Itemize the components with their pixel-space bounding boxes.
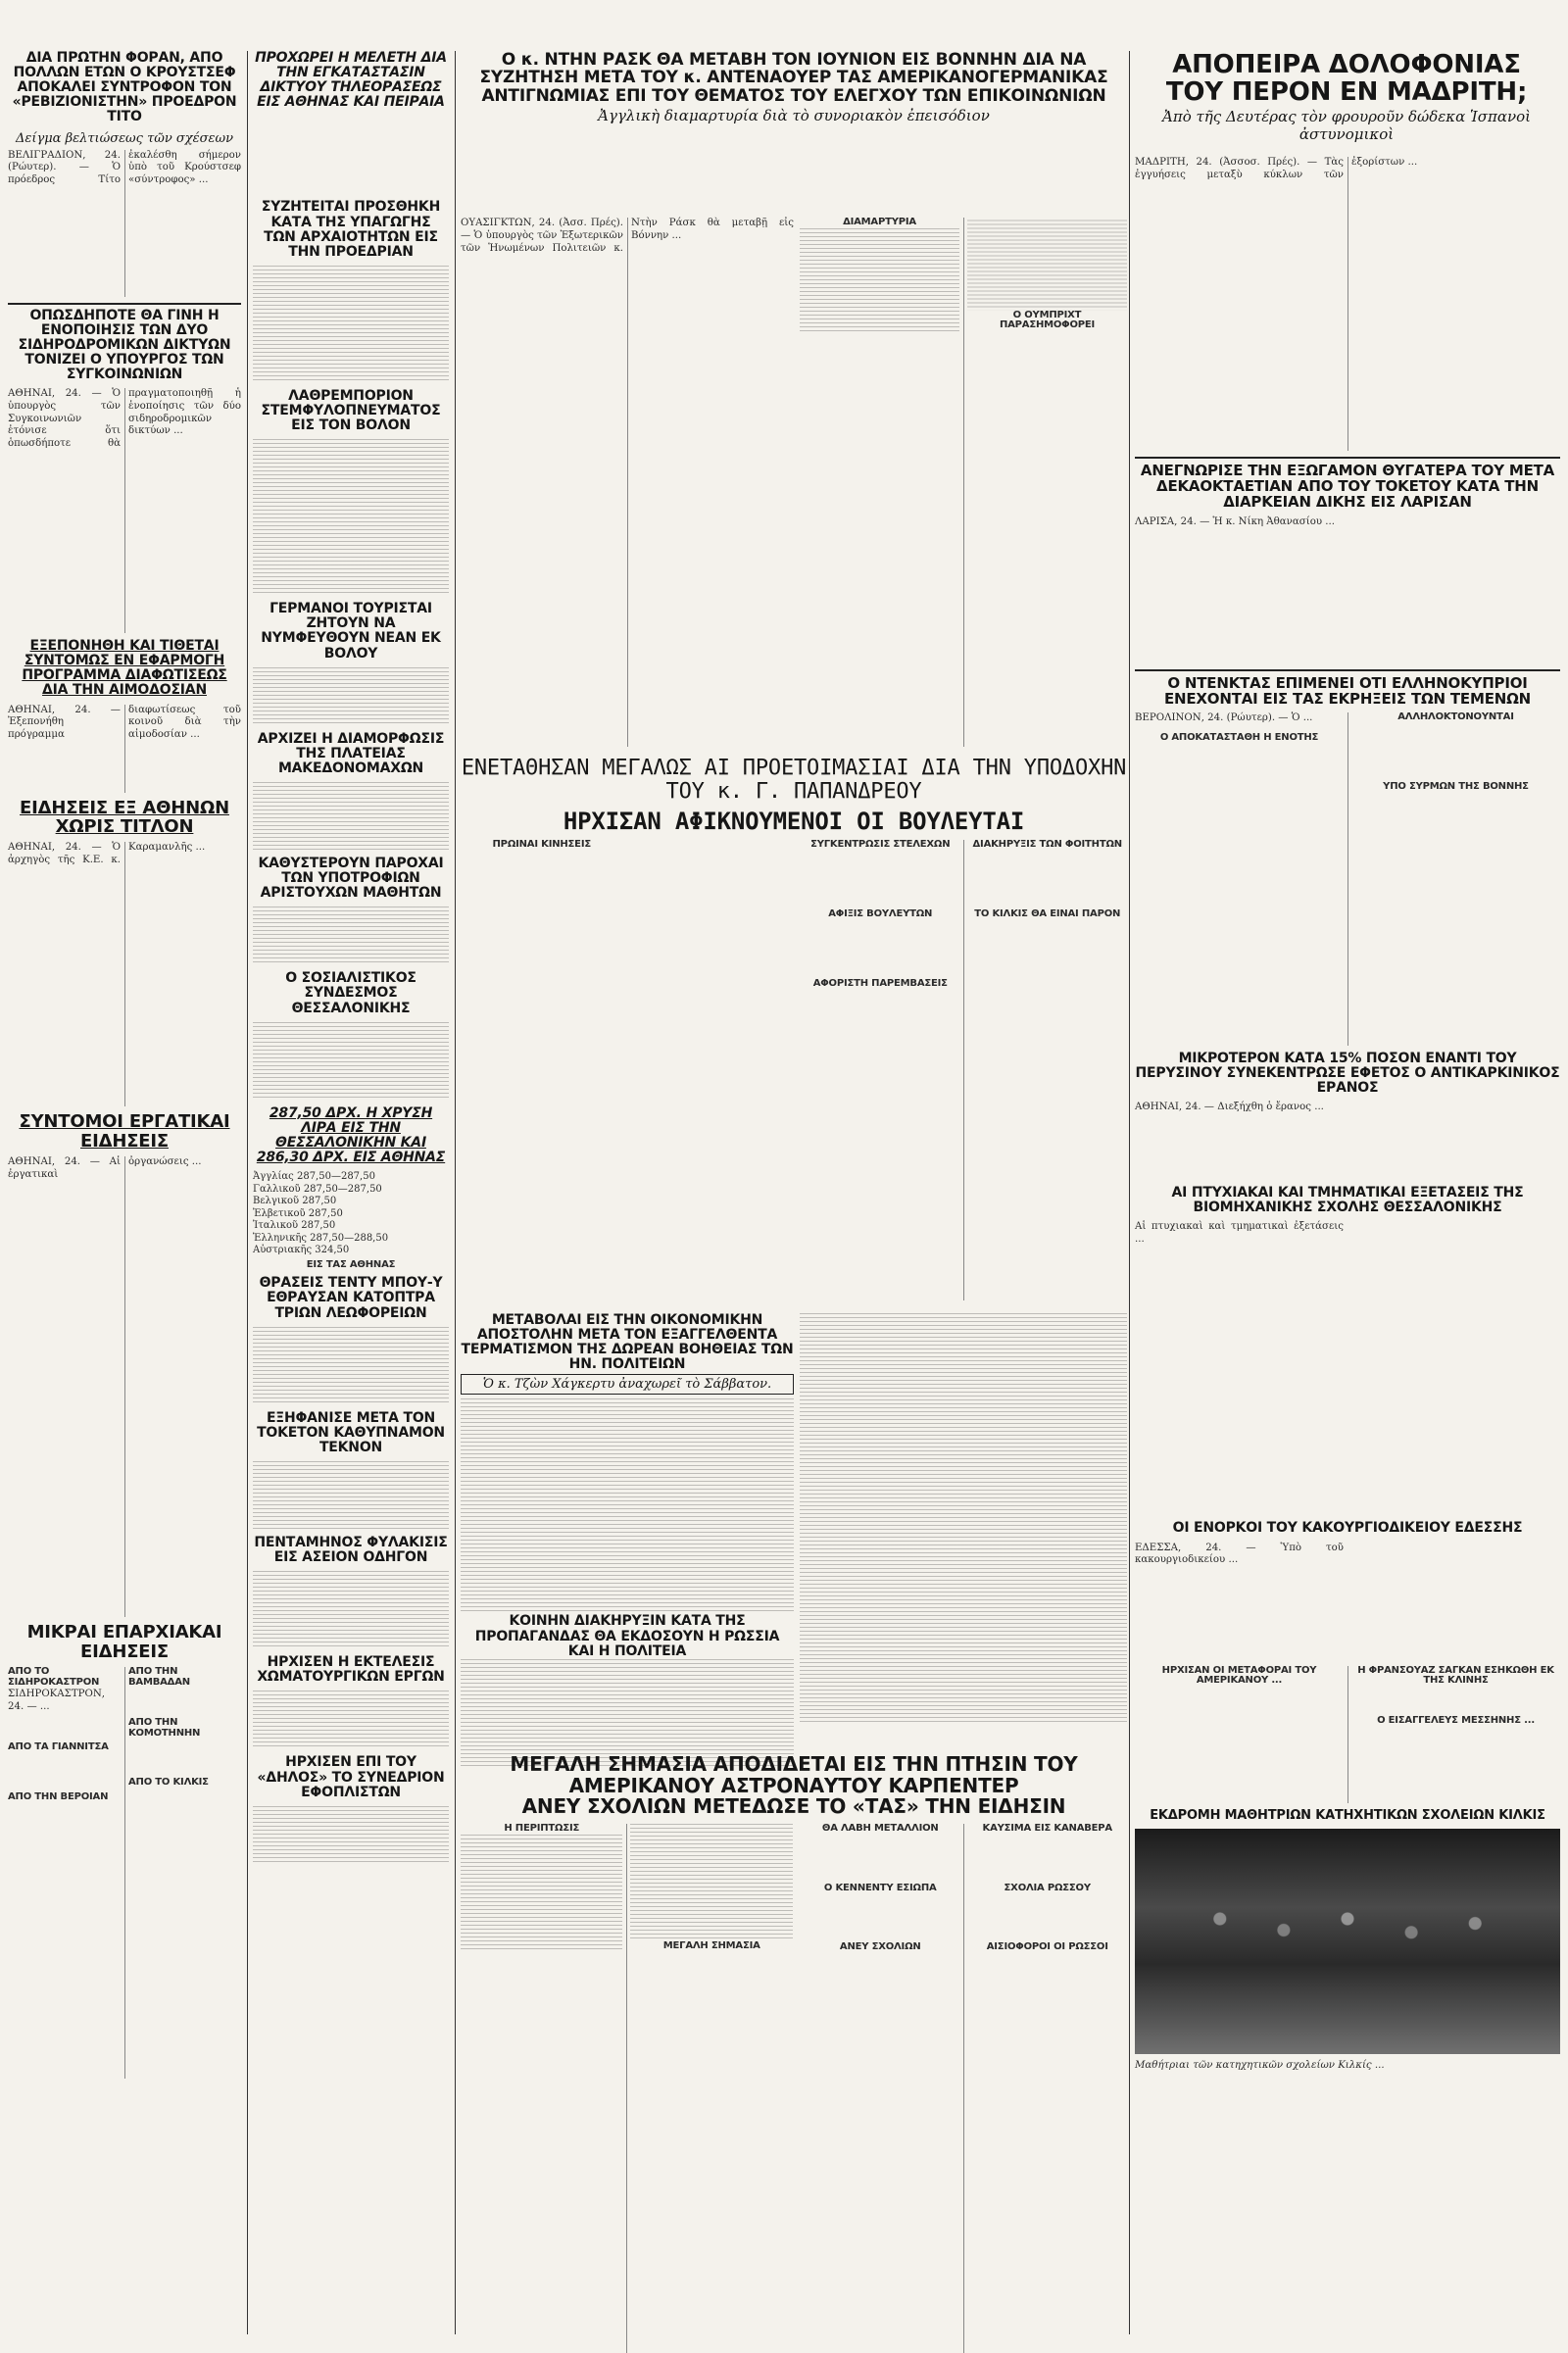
sub-russian-comment: ΣΧΟΛΙΑ ΡΩΣΣΟΥ [1004, 1882, 1091, 1893]
article-blood: ΑΘΗΝΑΙ, 24. — Ἐξεπονήθη πρόγραμμα διαφωτίσεως τοῦ κοινοῦ διὰ τὴν αἱμοδοσίαν ... [8, 704, 241, 741]
sub-cadres: ΣΥΓΚΕΝΤΡΩΣΙΣ ΣΤΕΛΕΧΩΝ [810, 839, 951, 851]
article-carpenter [461, 1824, 793, 2353]
sub-sagan: Η ΦΡΑΝΣΟΥΑΖ ΣΑΓΚΑΝ ΕΣΗΚΩΘΗ ΕΚ ΤΗΣ ΚΛΙΝΗΣ [1357, 1664, 1554, 1687]
headline-exams: ΑΙ ΠΤΥΧΙΑΚΑΙ ΚΑΙ ΤΜΗΜΑΤΙΚΑΙ ΕΞΕΤΑΣΕΙΣ ΤΗΣ ΒΙΟΜΗΧΑΝΙΚΗΣ ΣΧΟΛΗΣ ΘΕΣΣΑΛΟΝΙΚΗΣ [1171, 1185, 1524, 1216]
article-rusk-continued [800, 218, 1127, 747]
sub-giannitsa: ΑΠΟ ΤΑ ΓΙΑΝΝΙΤΣΑ [8, 1741, 109, 1753]
sub-case: Η ΠΕΡΙΠΤΩΣΙΣ [504, 1822, 580, 1834]
subhead-hagerty: Ὁ κ. Τζὼν Χάγκερτυ ἀναχωρεῖ τὸ Σάββατον. [461, 1374, 794, 1395]
article-railways: ΑΘΗΝΑΙ, 24. — Ὁ ὑπουργὸς τῶν Συγκοινωνιῶν ἐτόνισε ὅτι ὁπωσδήποτε θὰ πραγματοποιηθῇ ἡ ἑνοποίησις τῶν δύο σιδηροδρομικῶν δικτύων ... [8, 388, 241, 450]
article-peron: ΜΑΔΡΙΤΗ, 24. (Ἀσσοσ. Πρές). — Τὰς ἐγγυήσεις μεταξὺ κύκλων τῶν ἐξορίστων ... [1135, 157, 1418, 180]
section-provinces [8, 1667, 241, 2079]
sub-prosecutor: Ο ΕΙΣΑΓΓΕΛΕΥΣ ΜΕΣΣΗΝΗΣ ... [1377, 1715, 1535, 1727]
filler [461, 1824, 793, 1952]
headline-birth: ΕΞΗΦΑΝΙΣΕ ΜΕΤΑ ΤΟΝ ΤΟΚΕΤΟΝ ΚΑΘΥΠΝΑΜΟΝ ΤΕΚΝΟΝ [257, 1409, 445, 1455]
gold-table [253, 1171, 449, 1270]
article-earthworks [253, 1691, 449, 1749]
article-labour: ΑΘΗΝΑΙ, 24. — Αἱ ἐργατικαὶ ὀργανώσεις ... [8, 1156, 202, 1181]
sub-bonn: ΥΠΟ ΣΥΡΜΩΝ ΤΗΣ ΒΟΝΝΗΣ [1383, 780, 1529, 792]
subhead-tito: Δείγμα βελτιώσεως τῶν σχέσεων [16, 130, 233, 146]
rule [8, 303, 241, 305]
column-rule [247, 51, 248, 2334]
sub-importance: ΜΕΓΑΛΗ ΣΗΜΑΣΙΑ [662, 1939, 760, 1951]
headline-socialist: Ο ΣΟΣΙΑΛΙΣΤΙΚΟΣ ΣΥΝΔΕΣΜΟΣ ΘΕΣΣΑΛΟΝΙΚΗΣ [285, 970, 416, 1016]
sub-killing: ΑΛΛΗΛΟΚΤΟΝΟΥΝΤΑΙ [1397, 711, 1514, 722]
column-5 [1135, 157, 1560, 2336]
headline-shipowners: ΗΡΧΙΣΕΝ ΕΠΙ ΤΟΥ «ΔΗΛΟΣ» ΤΟ ΣΥΝΕΔΡΙΟΝ ΕΦΟΠΛΙΣΤΩΝ [257, 1754, 445, 1800]
article-socialist [253, 1022, 449, 1101]
article-tito: ΒΕΛΙΓΡΑΔΙΟΝ, 24. (Ρώυτερ). — Ὁ πρόεδρος Τίτο ἐκαλέσθη σήμερον ὑπὸ τοῦ Κρούστσεφ «σύντροφος» ... [8, 149, 241, 186]
article-propaganda [461, 1659, 794, 1767]
headline-tourists: ΓΕΡΜΑΝΟΙ ΤΟΥΡΙΣΤΑΙ ΖΗΤΟΥΝ ΝΑ ΝΥΜΦΕΥΘΟΥΝ ΝΕΑΝ ΕΚ ΒΟΛΟΥ [261, 601, 441, 662]
headline-economic: ΜΕΤΑΒΟΛΑΙ ΕΙΣ ΤΗΝ ΟΙΚΟΝΟΜΙΚΗΝ ΑΠΟΣΤΟΛΗΝ ΜΕΤΑ ΤΟΝ ΕΞΑΓΓΕΛΘΕΝΤΑ ΤΕΡΜΑΤΙΣΜΟΝ ΤΗΣ ΔΩΡΕΑΝ ΒΟΗΘΕΙΑΣ ΤΩΝ ΗΝ. ΠΟΛΙΤΕΙΩΝ [461, 1312, 794, 1373]
sub-arrival: ΑΦΙΞΙΣ ΒΟΥΛΕΥΤΩΝ [828, 908, 933, 920]
article-smuggling [253, 439, 449, 596]
lead-headline-rusk: Ο κ. ΝΤΗΝ ΡΑΣΚ ΘΑ ΜΕΤΑΒΗ ΤΟΝ ΙΟΥΝΙΟΝ ΕΙΣ ΒΟΝΝΗΝ ΔΙΑ ΝΑ ΣΥΖΗΤΗΣΗ ΜΕΤΑ ΤΟΥ κ. ΑΝΤΕΝΑΟΥΕΡ ΤΑΣ ΑΜΕΡΙΚΑΝΟΓΕΡΜΑΝΙΚΑΣ ΑΝΤΙΓΝΩΜΙΑΣ ΕΠΙ ΤΟΥ ΘΕΜΑΤΟΣ ΤΟΥ ΕΛΕΓΧΟΥ ΤΩΝ ΕΠΙΚΟΙΝΩΝΙΩΝ [479, 50, 1108, 106]
headline-scholarships: ΚΑΘΥΣΤΕΡΟΥΝ ΠΑΡΟΧΑΙ ΤΩΝ ΥΠΟΤΡΟΦΙΩΝ ΑΡΙΣΤΟΥΧΩΝ ΜΑΘΗΤΩΝ [258, 855, 444, 902]
article-prison [253, 1571, 449, 1649]
article-denktash-text: ΒΕΡΟΛΙΝΟΝ, 24. (Ρώυτερ). — Ὁ ... [1135, 711, 1313, 723]
sub-protest: ΔΙΑΜΑΡΤΥΡΙΑ [843, 217, 916, 227]
sub-transfers: ΗΡΧΙΣΑΝ ΟΙ ΜΕΤΑΦΟΡΑΙ ΤΟΥ ΑΜΕΡΙΚΑΝΟΥ ... [1161, 1664, 1317, 1687]
headline-denktash: Ο ΝΤΕΝΚΤΑΣ ΕΠΙΜΕΝΕΙ ΟΤΙ ΕΛΛΗΝΟΚΥΠΡΙΟΙ ΕΝΕΧΟΝΤΑΙ ΕΙΣ ΤΑΣ ΕΚΡΗΞΕΙΣ ΤΩΝ ΤΕΜΕΝΩΝ [1163, 673, 1532, 708]
sub-sidirokastro: ΑΠΟ ΤΟ ΣΙΔΗΡΟΚΑΣΤΡΟΝ [8, 1666, 100, 1688]
economic-block [461, 1313, 794, 1767]
photo-caption: Μαθήτριαι τῶν κατηχητικῶν σχολείων Κιλκίς ... [1135, 2059, 1385, 2071]
headline-peron-2: ΤΟΥ ΠΕΡΟΝ ΕΝ ΜΑΔΡΙΤΗ; [1165, 77, 1528, 108]
gold-row: Βελγικοῦ 287,50 [253, 1196, 337, 1207]
article-col4-mid [800, 1313, 1127, 1725]
column-rule [1129, 51, 1130, 2334]
headline-papandreou: ΕΝΕΤΑΘΗΣΑΝ ΜΕΓΑΛΩΣ ΑΙ ΠΡΟΕΤΟΙΜΑΣΙΑΙ ΔΙΑ ΤΗΝ ΥΠΟΔΟΧΗΝ ΤΟΥ κ. Γ. ΠΑΠΑΝΔΡΕΟΥ [461, 756, 1127, 804]
article-papandreou-2 [801, 840, 1127, 1300]
article-teddyboys [253, 1327, 449, 1405]
article-economic [461, 1398, 794, 1614]
headline-labour: ΣΥΝΤΟΜΟΙ ΕΡΓΑΤΙΚΑΙ ΕΙΔΗΣΕΙΣ [19, 1111, 230, 1152]
column-1 [8, 51, 241, 2336]
sub-medal: ΘΑ ΛΑΒΗ ΜΕΤΑΛΛΙΟΝ [821, 1822, 939, 1834]
sub-fuel: ΚΑΥΣΙΜΑ ΕΙΣ ΚΑΝΑΒΕΡΑ [982, 1822, 1112, 1834]
headline-television: ΠΡΟΧΩΡΕΙ Η ΜΕΛΕΤΗ ΔΙΑ ΤΗΝ ΕΓΚΑΤΑΣΤΑΣΙΝ ΔΙΚΤΥΟΥ ΤΗΛΕΟΡΑΣΕΩΣ ΕΙΣ ΑΘΗΝΑΣ ΚΑΙ ΠΕΙΡΑΙΑ [255, 50, 447, 111]
rule [1135, 669, 1560, 671]
headline-excursion: ΕΚΔΡΟΜΗ ΜΑΘΗΤΡΙΩΝ ΚΑΤΗΧΗΤΙΚΩΝ ΣΧΟΛΕΙΩΝ ΚΙΛΚΙΣ [1150, 1807, 1545, 1823]
article-rusk: ΟΥΑΣΙΓΚΤΩΝ, 24. (Ἀσσ. Πρές). — Ὁ ὑπουργὸς τῶν Ἐξωτερικῶν τῶν Ἡνωμένων Πολιτειῶν κ. Ντὴν Ράσκ θὰ μεταβῇ εἰς Βόννην ... [461, 218, 794, 254]
carpenter-block [461, 1754, 1127, 2353]
article-antiquities [253, 266, 449, 383]
headline-peron-1: ΑΠΟΠΕΙΡΑ ΔΟΛΟΦΟΝΙΑΣ [1172, 50, 1521, 79]
column-2 [253, 51, 449, 2336]
headline-square: ΑΡΧΙΖΕΙ Η ΔΙΑΜΟΡΦΩΣΙΣ ΤΗΣ ΠΛΑΤΕΙΑΣ ΜΑΚΕΔΟΝΟΜΑΧΩΝ [257, 730, 445, 776]
headline-teddyboys: ΘΡΑΣΕΙΣ ΤΕΝΤΥ ΜΠΟΥ-Υ ΕΘΡΑΥΣΑΝ ΚΑΤΟΠΤΡΑ ΤΡΙΩΝ ΛΕΩΦΟΡΕΙΩΝ [259, 1275, 443, 1321]
gold-row: Ἀγγλίας 287,50—287,50 [253, 1171, 375, 1183]
headline-tito: ΔΙΑ ΠΡΩΤΗΝ ΦΟΡΑΝ, ΑΠΟ ΠΟΛΛΩΝ ΕΤΩΝ Ο ΚΡΟΥΣΤΣΕΦ ΑΠΟΚΑΛΕΙ ΣΥΝΤΡΟΦΟΝ ΤΟΝ «ΡΕΒΙΖΙΟΝΙΣΤΗΝ» ΠΡΟΕΔΡΟΝ ΤΙΤΟ [12, 50, 237, 125]
headline-prison: ΠΕΝΤΑΜΗΝΟΣ ΦΥΛΑΚΙΣΙΣ ΕΙΣ ΑΣΕΙΟΝ ΟΔΗΓΟΝ [254, 1535, 448, 1566]
article-shipowners [253, 1806, 449, 1865]
headline-larisa: ΑΝΕΓΝΩΡΙΣΕ ΤΗΝ ΕΞΩΓΑΜΟΝ ΘΥΓΑΤΕΡΑ ΤΟΥ ΜΕΤΑ ΔΕΚΑΟΚΤΑΕΤΙΑΝ ΑΠΟ ΤΟΥ ΤΟΚΕΤΟΥ ΚΑΤΑ ΤΗΝ ΔΙΑΡΚΕΙΑΝ ΔΙΚΗΣ ΕΙΣ ΛΑΡΙΣΑΝ [1140, 462, 1555, 512]
article-tourists [253, 667, 449, 726]
gold-row: Γαλλικοῦ 287,50—287,50 [253, 1183, 382, 1195]
headline-railways: ΟΠΩΣΔΗΠΟΤΕ ΘΑ ΓΙΝΗ Η ΕΝΟΠΟΙΗΣΙΣ ΤΩΝ ΔΥΟ ΣΙΔΗΡΟΔΡΟΜΙΚΩΝ ΔΙΚΤΥΩΝ ΤΟΝΙΖΕΙ Ο ΥΠΟΥΡΓΟΣ ΤΩΝ ΣΥΓΚΟΙΝΩΝΙΩΝ [18, 307, 231, 382]
article-carpenter-2 [801, 1824, 1127, 2353]
sub-veroia: ΑΠΟ ΤΗΝ ΒΕΡΟΙΑΝ [8, 1791, 109, 1803]
headline-tass: ΑΝΕΥ ΣΧΟΛΙΩΝ ΜΕΤΕΔΩΣΕ ΤΟ «ΤΑΣ» ΤΗΝ ΕΙΔΗΣΙΝ [521, 1794, 1066, 1819]
gold-row: Αὐστριακῆς 324,50 [253, 1245, 350, 1256]
article-athens-news: ΑΘΗΝΑΙ, 24. — Ὁ ἀρχηγὸς τῆς Κ.Ε. κ. Καραμανλῆς ... [8, 842, 206, 866]
peron-block [1133, 51, 1560, 147]
sub-unity: Ο ΑΠΟΚΑΤΑΣΤΑΘΗ Η ΕΝΟΤΗΣ [1159, 731, 1319, 743]
headline-blood: ΕΞΕΠΟΝΗΘΗ ΚΑΙ ΤΙΘΕΤΑΙ ΣΥΝΤΟΜΩΣ ΕΝ ΕΦΑΡΜΟΓΗ ΠΡΟΓΡΑΜΜΑ ΔΙΑΦΩΤΙΣΕΩΣ ΔΙΑ ΤΗΝ ΑΙΜΟΔΟΣΙΑΝ [22, 638, 227, 699]
sub-no-comments: ΑΝΕΥ ΣΧΟΛΙΩΝ [839, 1941, 921, 1953]
gold-row: Ἰταλικοῦ 287,50 [253, 1220, 336, 1232]
short-items [1135, 1666, 1560, 1803]
sub-kilkis-present: ΤΟ ΚΙΛΚΙΣ ΘΑ ΕΙΝΑΙ ΠΑΡΟΝ [974, 908, 1121, 920]
headline-cancer-fund: ΜΙΚΡΟΤΕΡΟΝ ΚΑΤΑ 15% ΠΟΣΟΝ ΕΝΑΝΤΙ ΤΟΥ ΠΕΡΥΣΙΝΟΥ ΣΥΝΕΚΕΝΤΡΩΣΕ ΕΦΕΤΟΣ Ο ΑΝΤΙΚΑΡΚΙΝΙΚΟΣ ΕΡΑΝΟΣ [1135, 1050, 1560, 1097]
rule [1135, 457, 1560, 459]
sub-students: ΔΙΑΚΗΡΥΞΙΣ ΤΩΝ ΦΟΙΤΗΤΩΝ [972, 839, 1122, 851]
article-scholarships [253, 907, 449, 965]
column-rule [455, 51, 456, 2334]
headline-mps: ΗΡΧΙΣΑΝ ΑΦΙΚΝΟΥΜΕΝΟΙ ΟΙ ΒΟΥΛΕΥΤΑΙ [563, 807, 1025, 835]
right-column-4 [800, 1313, 1127, 1725]
headline-propaganda: ΚΟΙΝΗΝ ΔΙΑΚΗΡΥΞΙΝ ΚΑΤΑ ΤΗΣ ΠΡΟΠΑΓΑΝΔΑΣ ΘΑ ΕΚΔΟΣΟΥΝ Η ΡΩΣΣΙΑ ΚΑΙ Η ΠΟΛΙΤΕΙΑ [474, 1613, 780, 1659]
article-larisa: ΛΑΡΙΣΑ, 24. — Ἡ κ. Νίκη Ἀθανασίου ... [1135, 515, 1335, 527]
subhead-peron: Ἀπὸ τῆς Δευτέρας τὸν φρουροῦν δώδεκα Ἱσπανοὶ ἀστυνομικοὶ [1162, 108, 1531, 144]
sub-optimistic: ΑΙΣΙΟΦΟΡΟΙ ΟΙ ΡΩΣΣΟΙ [986, 1941, 1108, 1953]
sub-ulbricht: Ο ΟΥΜΠΡΙΧΤ ΠΑΡΑΣΗΜΟΦΟΡΕΙ [999, 309, 1096, 331]
article-birth [253, 1461, 449, 1530]
photo-students [1135, 1829, 1560, 2054]
headline-carpenter: ΜΕΓΑΛΗ ΣΗΜΑΣΙΑ ΑΠΟΔΙΔΕΤΑΙ ΕΙΣ ΤΗΝ ΠΤΗΣΙΝ ΤΟΥ ΑΜΕΡΙΚΑΝΟΥ ΑΣΤΡΟΝΑΥΤΟΥ ΚΑΡΠΕΝΤΕΡ [510, 1752, 1078, 1797]
headline-provinces: ΜΙΚΡΑΙ ΕΠΑΡΧΙΑΚΑΙ ΕΙΔΗΣΕΙΣ [26, 1622, 222, 1662]
headline-antiquities: ΣΥΖΗΤΕΙΤΑΙ ΠΡΟΣΘΗΚΗ ΚΑΤΑ ΤΗΣ ΥΠΑΓΩΓΗΣ ΤΩΝ ΑΡΧΑΙΟΤΗΤΩΝ ΕΙΣ ΤΗΝ ΠΡΟΕΔΡΙΑΝ [261, 199, 441, 260]
sub-kennedy: Ο ΚΕΝΝΕΝΤΥ ΕΣΙΩΠΑ [823, 1882, 937, 1893]
article-television [253, 116, 449, 194]
sub-kilkis: ΑΠΟ ΤΟ ΚΙΛΚΙΣ [128, 1777, 209, 1789]
headline-gold: 287,50 ΔΡΧ. Η ΧΡΥΣΗ ΛΙΡΑ ΕΙΣ ΤΗΝ ΘΕΣΣΑΛΟΝΙΚΗΝ ΚΑΙ 286,30 ΔΡΧ. ΕΙΣ ΑΘΗΝΑΣ [256, 1104, 446, 1165]
lead-subhead-rusk: Ἀγγλικὴ διαμαρτυρία διὰ τὸ συνοριακὸν ἐπεισόδιον [598, 107, 990, 125]
article-sidirokastro: ΣΙΔΗΡΟΚΑΣΤΡΟΝ, 24. — ... [8, 1688, 105, 1712]
headline-earthworks: ΗΡΧΙΣΕΝ Η ΕΚΤΕΛΕΣΙΣ ΧΩΜΑΤΟΥΡΓΙΚΩΝ ΕΡΓΩΝ [257, 1654, 445, 1686]
sub-vamvada: ΑΠΟ ΤΗΝ ΒΑΜΒΑΔΑΝ [128, 1666, 190, 1688]
article-jurors: ΕΔΕΣΣΑ, 24. — Ὑπὸ τοῦ κακουργιοδικείου ... [1135, 1542, 1344, 1566]
article-square [253, 782, 449, 851]
article-cancer-fund: ΑΘΗΝΑΙ, 24. — Διεξήχθη ὁ ἔρανος ... [1135, 1102, 1324, 1113]
gold-row: Ἑλληνικῆς 287,50—288,50 [253, 1232, 389, 1244]
sub-komotini: ΑΠΟ ΤΗΝ ΚΟΜΟΤΗΝΗΝ [128, 1716, 201, 1739]
gold-row: Ἐλβετικοῦ 287,50 [253, 1207, 343, 1219]
papandreou-block [461, 757, 1127, 1300]
article-exams: Αἱ πτυχιακαὶ καὶ τμηματικαὶ ἐξετάσεις ... [1135, 1221, 1344, 1246]
sub-morning: ΠΡΩΙΝΑΙ ΚΙΝΗΣΕΙΣ [492, 839, 591, 851]
headline-jurors: ΟΙ ΕΝΟΡΚΟΙ ΤΟΥ ΚΑΚΟΥΡΓΙΟΔΙΚΕΙΟΥ ΕΔΕΣΣΗΣ [1172, 1520, 1523, 1537]
gold-sub: ΕΙΣ ΤΑΣ ΑΘΗΝΑΣ [306, 1258, 396, 1270]
headline-athens-news: ΕΙΔΗΣΕΙΣ ΕΞ ΑΘΗΝΩΝ ΧΩΡΙΣ ΤΙΤΛΟΝ [20, 797, 229, 837]
headline-smuggling: ΛΑΘΡΕΜΠΟΡΙΟΝ ΣΤΕΜΦΥΛΟΠΝΕΥΜΑΤΟΣ ΕΙΣ ΤΟΝ ΒΟΛΟΝ [261, 387, 441, 434]
article-papandreou [461, 840, 793, 1300]
sub-interventions: ΑΦΟΡΙΣΤΗ ΠΑΡΕΜΒΑΣΕΙΣ [812, 978, 948, 989]
article-denktash [1135, 712, 1560, 1046]
lead-block [461, 51, 1127, 128]
